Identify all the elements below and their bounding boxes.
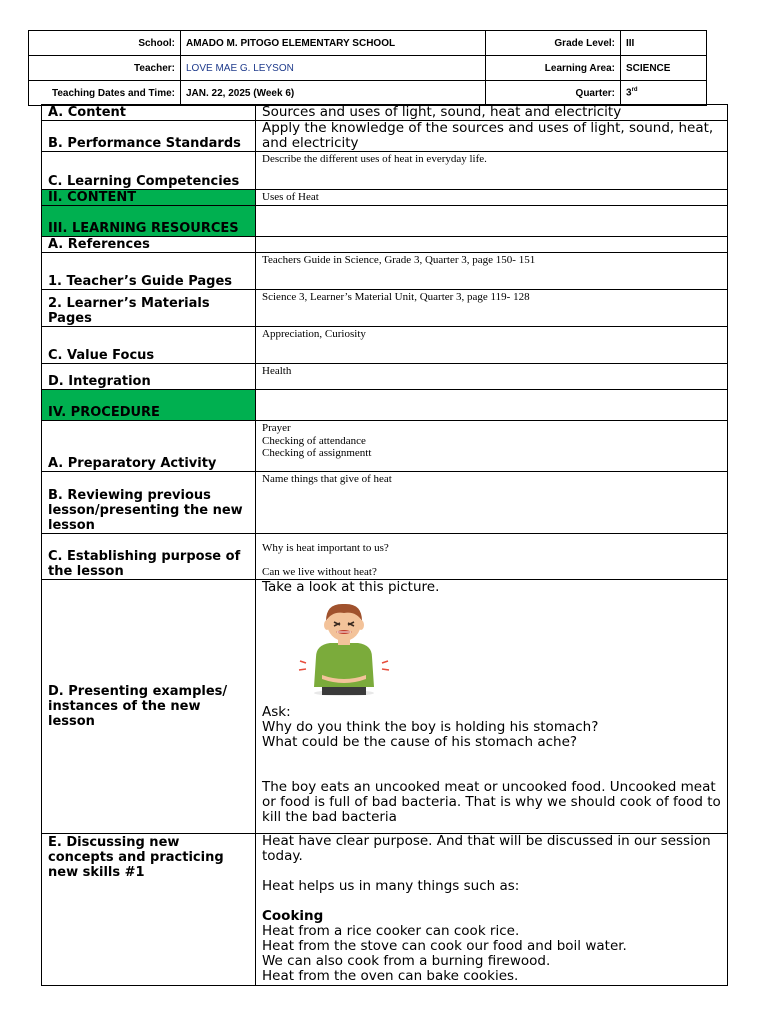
references-label: A. References [42,237,256,253]
teacher-label: Teacher: [29,56,181,81]
presenting-intro: Take a look at this picture. [262,579,440,595]
prep-item: Prayer [262,422,291,434]
quarter-label: Quarter: [486,81,621,106]
presenting-answer: The boy eats an uncooked meat or uncooked food. Uncooked meat or food is full of bad bacteria. That is why we should cook of food to kill the bad bacteria [262,779,721,825]
references-value [256,237,728,253]
cooking-heading: Cooking [262,908,324,924]
area-label: Learning Area: [486,56,621,81]
dates-value: JAN. 22, 2025 (Week 6) [181,81,486,106]
learners-materials-label: 2. Learner’s Materials Pages [42,290,256,327]
discussing-paragraph: Heat helps us in many things such as: [262,878,520,894]
presenting-question: What could be the cause of his stomach ache? [262,734,578,750]
quarter-suffix: rd [631,87,638,94]
procedure-value [256,390,728,421]
cooking-line: Heat from the stove can cook our food and boil water. [262,938,627,954]
header-table [28,30,707,106]
purpose-question: Why is heat important to us? [262,542,389,554]
teachers-guide-value: Teachers Guide in Science, Grade 3, Quarter 3, page 150- 151 [256,253,728,290]
teacher-value: LOVE MAE G. LEYSON [181,56,486,81]
presenting-value [256,580,728,834]
learning-resources-value [256,206,728,237]
presenting-ask: Ask: [262,704,291,720]
competencies-label: C. Learning Competencies [42,152,256,190]
school-label: School: [29,31,181,56]
content-label: A. Content [42,105,256,121]
prep-item: Checking of attendance [262,434,366,447]
content-section-label: II. CONTENT [42,190,256,206]
performance-value: Apply the knowledge of the sources and uses of light, sound, heat, and electricity [256,121,728,152]
purpose-label: C. Establishing purpose of the lesson [42,534,256,580]
value-focus-value: Appreciation, Curiosity [256,327,728,364]
purpose-question: Can we live without heat? [262,565,377,578]
teachers-guide-label: 1. Teacher’s Guide Pages [42,253,256,290]
discussing-label: E. Discussing new concepts and practicing new skills #1 [42,834,256,986]
performance-label: B. Performance Standards [42,121,256,152]
reviewing-label: B. Reviewing previous lesson/presenting the new lesson [42,472,256,534]
prep-item: Checking of assignmentt [262,447,372,459]
cooking-line: Heat from the oven can bake cookies. [262,968,519,984]
lesson-plan-table [41,104,728,986]
cooking-line: Heat from a rice cooker can cook rice. [262,923,520,939]
preparatory-label: A. Preparatory Activity [42,421,256,472]
area-value: SCIENCE [621,56,707,81]
content-section-value: Uses of Heat [256,190,728,206]
cooking-line: We can also cook from a burning firewood. [262,953,551,969]
dates-label: Teaching Dates and Time: [29,81,181,106]
boy-stomachache-illustration [296,601,392,697]
preparatory-value [256,421,728,472]
discussing-value [256,834,728,986]
grade-value: III [621,31,707,56]
integration-value: Health [256,364,728,390]
value-focus-label: C. Value Focus [42,327,256,364]
school-value: AMADO M. PITOGO ELEMENTARY SCHOOL [181,31,486,56]
purpose-value [256,534,728,580]
reviewing-value: Name things that give of heat [256,472,728,534]
discussing-paragraph: Heat have clear purpose. And that will be discussed in our session today. [262,833,711,864]
presenting-question: Why do you think the boy is holding his stomach? [262,719,599,735]
competencies-value: Describe the different uses of heat in everyday life. [256,152,728,190]
grade-label: Grade Level: [486,31,621,56]
content-value: Sources and uses of light, sound, heat and electricity [256,105,728,121]
learners-materials-value: Science 3, Learner’s Material Unit, Quarter 3, page 119- 128 [256,290,728,327]
presenting-label: D. Presenting examples/ instances of the new lesson [42,580,256,834]
quarter-value [621,81,707,106]
procedure-label: IV. PROCEDURE [42,390,256,421]
quarter-number: 3 [626,87,632,99]
integration-label: D. Integration [42,364,256,390]
learning-resources-label: III. LEARNING RESOURCES [42,206,256,237]
